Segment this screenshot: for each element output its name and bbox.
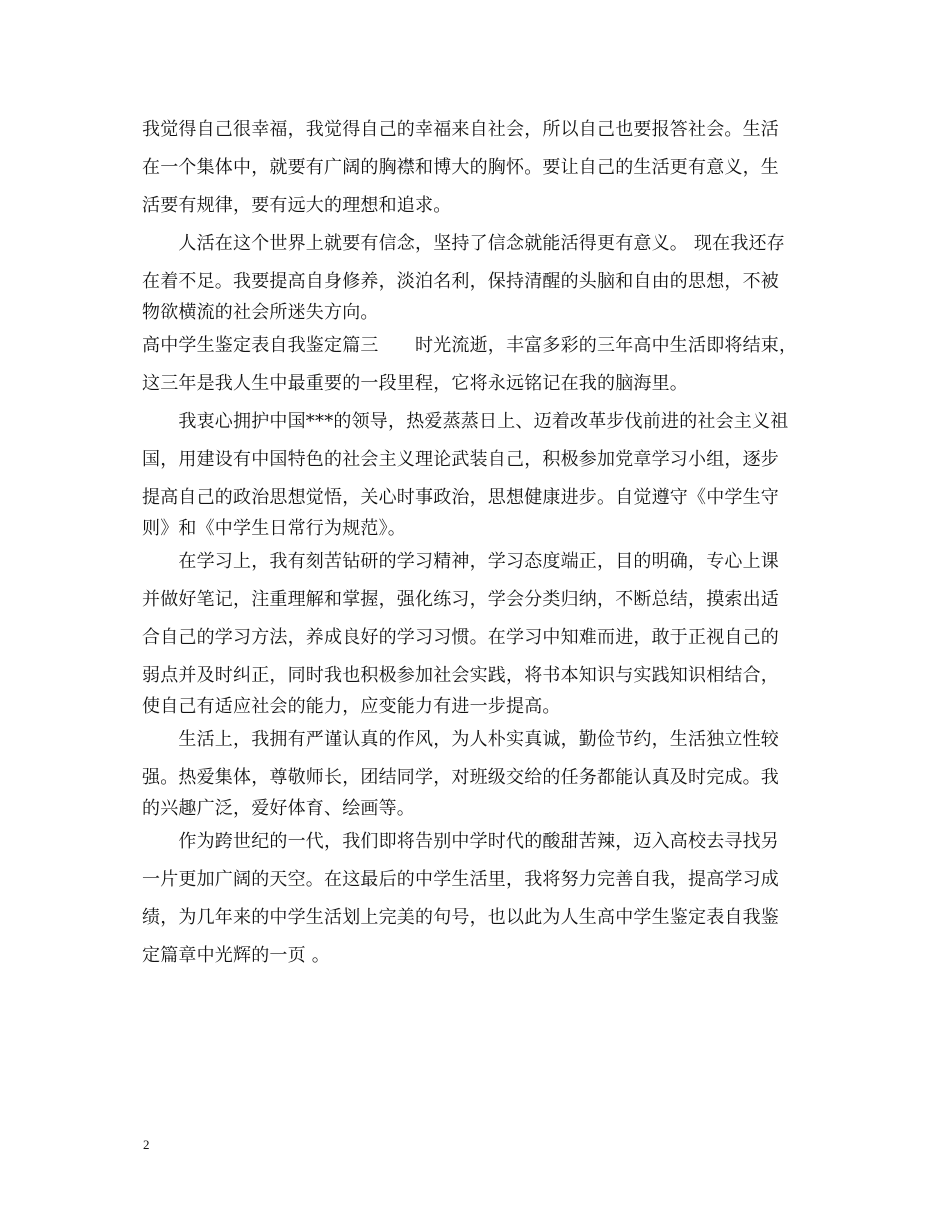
text-line: 活要有规律，要有远大的理想和追求。 — [142, 195, 452, 216]
text-line: 国，用建设有中国特色的社会主义理论武装自己，积极参加党章学习小组，逐步 — [142, 449, 779, 470]
text-line: 我觉得自己很幸福，我觉得自己的幸福来自社会，所以自己也要报答社会。生活 — [142, 119, 779, 140]
text-line: 则》和《中学生日常行为规范》。 — [142, 518, 406, 539]
text-line: 物欲横流的社会所迷失方向。 — [142, 302, 379, 323]
text-line: 定篇章中光辉的一页 。 — [142, 945, 330, 966]
text-line: 作为跨世纪的一代，我们即将告别中学时代的酸甜苦辣，迈入高校去寻找另 — [142, 831, 779, 852]
text-line: 使自己有适应社会的能力，应变能力有进一步提高。 — [142, 696, 561, 717]
text-line: 在一个集体中，就要有广阔的胸襟和博大的胸怀。要让自己的生活更有意义，生 — [142, 157, 779, 178]
text-line: 的兴趣广泛，爱好体育、绘画等。 — [142, 798, 415, 819]
text-line: 并做好笔记，注重理解和掌握，强化练习，学会分类归纳，不断总结，摸索出适 — [142, 589, 779, 610]
text-line: 我衷心拥护中国***的领导，热爱蒸蒸日上、迈着改革步伐前进的社会主义祖 — [142, 411, 789, 432]
text-line: 人活在这个世界上就要有信念，坚持了信念就能活得更有意义。 现在我还存 — [142, 233, 785, 254]
page-number: 2 — [143, 1137, 150, 1152]
text-line: 合自己的学习方法，养成良好的学习习惯。在学习中知难而进，敢于正视自己的 — [142, 627, 779, 648]
text-line: 一片更加广阔的天空。在这最后的中学生活里，我将努力完善自我，提高学习成 — [142, 869, 779, 890]
text-line: 在学习上，我有刻苦钻研的学习精神，学习态度端正，目的明确，专心上课 — [142, 551, 779, 572]
text-line: 绩，为几年来的中学生活划上完美的句号，也以此为人生高中学生鉴定表自我鉴 — [142, 907, 779, 928]
text-line: 提高自己的政治思想觉悟，关心时事政治，思想健康进步。自觉遵守《中学生守 — [142, 487, 779, 508]
text-line: 弱点并及时纠正，同时我也积极参加社会实践，将书本知识与实践知识相结合， — [142, 665, 779, 686]
section-heading-line: 高中学生鉴定表自我鉴定篇三 时光流逝，丰富多彩的三年高中生活即将结束， — [142, 335, 798, 356]
text-line: 这三年是我人生中最重要的一段里程，它将永远铭记在我的脑海里。 — [142, 373, 688, 394]
text-line: 生活上，我拥有严谨认真的作风，为人朴实真诚，勤俭节约，生活独立性较 — [142, 729, 779, 750]
text-line: 在着不足。我要提高自身修养，淡泊名利，保持清醒的头脑和自由的思想，不被 — [142, 271, 779, 292]
text-line: 强。热爱集体，尊敬师长，团结同学，对班级交给的任务都能认真及时完成。我 — [142, 767, 779, 788]
